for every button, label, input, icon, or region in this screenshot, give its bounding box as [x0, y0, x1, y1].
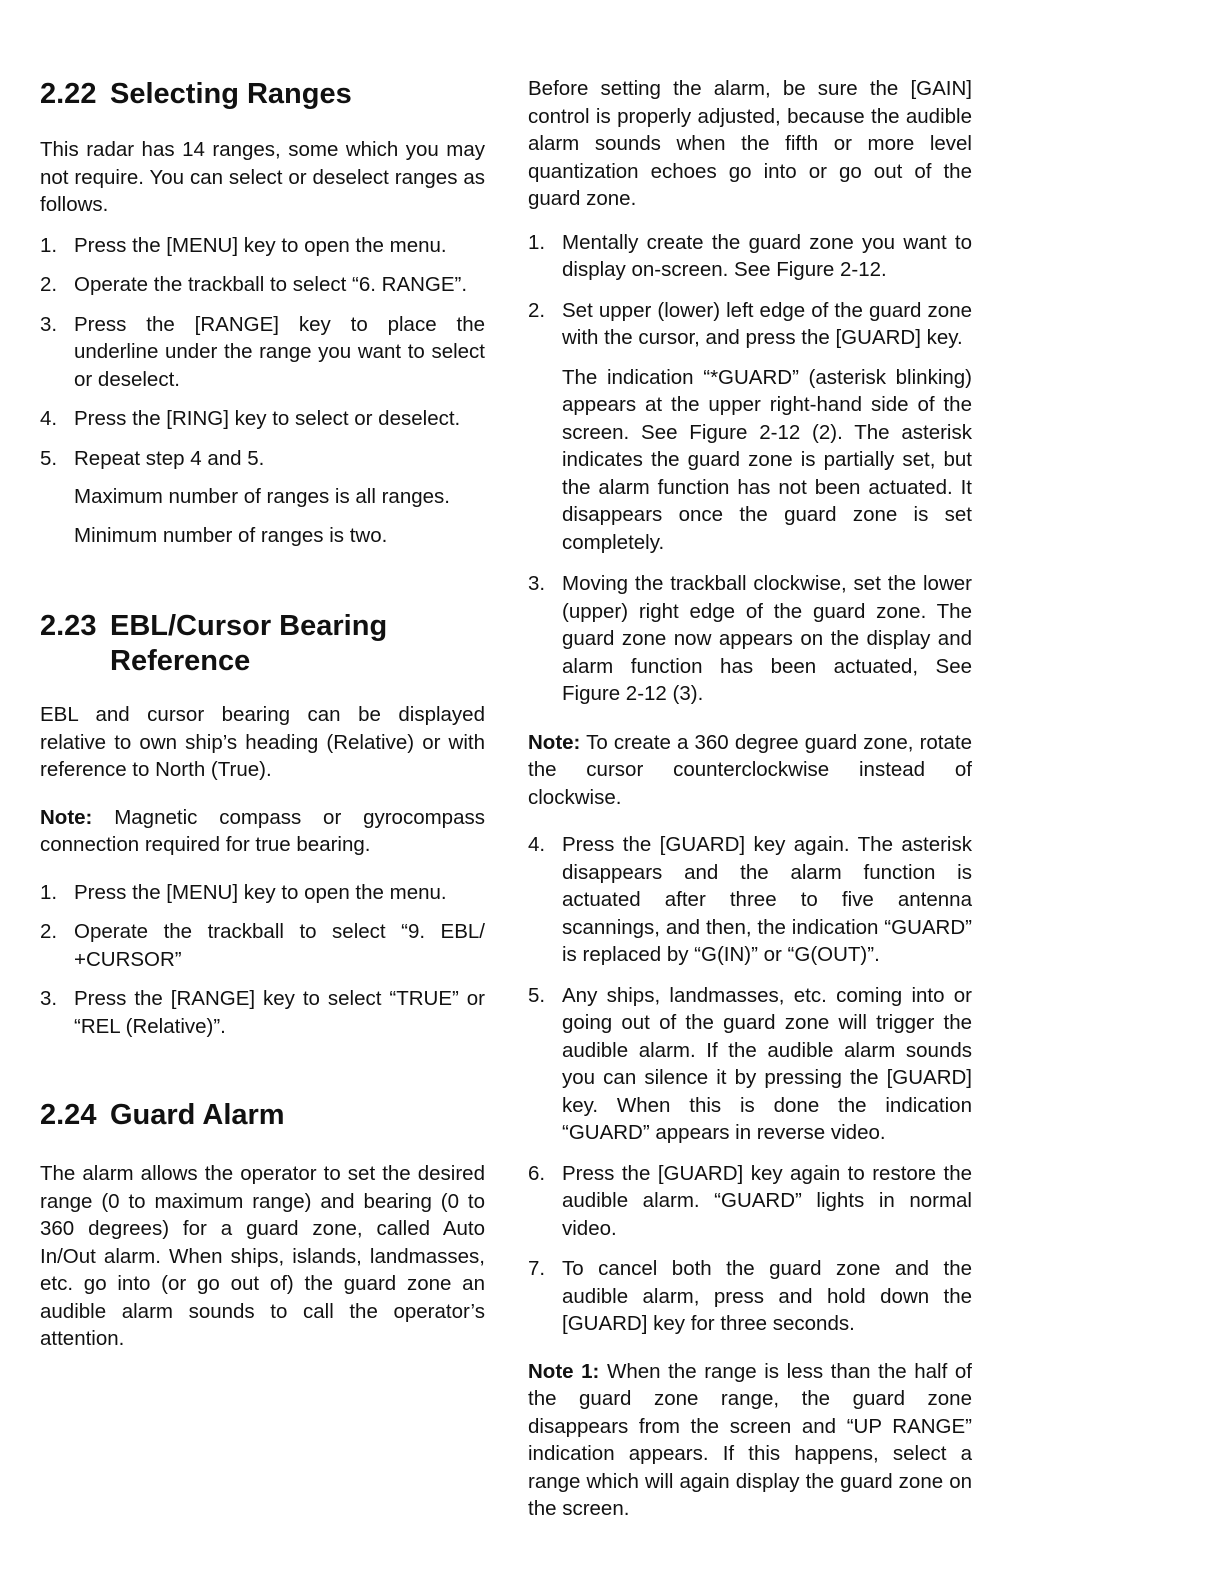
list-item — [40, 879, 485, 907]
section-2-23-steps — [40, 879, 485, 1041]
step-number: 5. — [528, 983, 546, 1007]
section-2-24-intro: The alarm allows the operator to set the desired range (0 to maximum range) and bearing (0 to 360 degrees) for a guard zone, called Auto In/Out alarm. When ships, islands, landmasses, etc. go into (or go out of) the guard zone an audible alarm sounds to call the operator’s attention. — [40, 1162, 485, 1350]
step-number: 2. — [40, 273, 58, 296]
guard-range-note-1 — [528, 1358, 972, 1523]
list-item — [528, 831, 972, 969]
guard-alarm-steps-a — [528, 229, 972, 352]
section-2-23-note — [40, 804, 485, 859]
note-label: Note: — [528, 730, 581, 754]
list-item — [528, 297, 972, 352]
step-number: 4. — [528, 833, 546, 856]
step-number: 4. — [40, 407, 58, 430]
section-number: 2.23 — [40, 610, 97, 642]
note-text: To create a 360 degree guard zone, rotate the cursor counterclockwise instead of clockwise. — [528, 730, 972, 809]
list-item — [40, 311, 485, 394]
step-number: 1. — [40, 880, 58, 904]
section-title: Guard Alarm — [110, 1099, 285, 1131]
guard-alarm-continued: Before setting the alarm, be sure the [GAIN] control is properly adjusted, because the audible alarm sounds when the fifth or more level quantization echoes go into or go out of the guard zone. — [528, 77, 972, 210]
step-number: 2. — [40, 920, 58, 943]
list-item — [528, 1255, 972, 1338]
list-item — [528, 1160, 972, 1243]
max-ranges-note: Maximum number of ranges is all ranges. — [74, 485, 450, 508]
step-text: Set upper (lower) left edge of the guard zone with the cursor, and press the [GUARD] key. — [562, 298, 972, 349]
section-2-23-intro: EBL and cursor bearing can be displayed relative to own ship’s heading (Relative) or with reference to North (True). — [40, 703, 485, 781]
list-item — [40, 271, 485, 299]
section-number: 2.24 — [40, 1099, 97, 1131]
step-text: Press the [GUARD] key again. The asterisk disappears and the alarm function is actuated after three to five antenna scannings, and then, the indication “GUARD” is replaced by “G(IN)” or “G(OUT)”. — [562, 833, 972, 966]
left-column — [40, 0, 485, 1353]
step-text: Any ships, landmasses, etc. coming into or going out of the guard zone will trigger the audible alarm. If the audible alarm sounds you can silence it by pressing the [GUARD] key. When this is done the indication “GUARD” appears in reverse video. — [562, 983, 972, 1144]
list-item — [40, 405, 485, 433]
step-text: Press the [RANGE] key to select “TRUE” or “REL (Relative)”. — [74, 987, 485, 1038]
step-number: 1. — [528, 230, 546, 254]
section-title: EBL/Cursor Bearing — [110, 610, 388, 642]
step-number: 6. — [528, 1161, 546, 1185]
step-number: 2. — [528, 298, 546, 322]
step-text: Operate the trackball to select “6. RANGE”. — [74, 273, 468, 296]
step-text: Operate the trackball to select “9. EBL/ +CURSOR” — [74, 920, 485, 971]
step-number: 5. — [40, 446, 58, 470]
section-title-continued: Reference — [110, 645, 251, 677]
step-number: 3. — [40, 312, 58, 336]
note-label: Note: — [40, 805, 93, 829]
section-2-22-intro: This radar has 14 ranges, some which you may not require. You can select or deselect ranges as follows. — [40, 138, 485, 216]
list-item — [528, 982, 972, 1147]
list-item — [528, 570, 972, 708]
note-text: When the range is less than the half of the guard zone range, the guard zone disappears from the screen and “UP RANGE” indication appears. If this happens, select a range which will again display the guard zone on the screen. — [528, 1359, 972, 1520]
list-item — [40, 445, 485, 473]
section-2-22-heading — [40, 77, 485, 112]
step-text: Press the [GUARD] key again to restore the audible alarm. “GUARD” lights in normal video. — [562, 1161, 972, 1240]
step-number: 1. — [40, 233, 58, 257]
step-text: Press the [RING] key to select or deselect. — [74, 407, 461, 430]
step-text: Press the [MENU] key to open the menu. — [74, 233, 447, 257]
section-2-24-heading — [40, 1098, 485, 1133]
guard-360-note — [528, 729, 972, 812]
guard-indication-detail: The indication “*GUARD” (asterisk blinking) appears at the upper right-hand side of the screen. See Figure 2-12 (2). The asterisk indicates the guard zone is partially set, but the alarm function has not been actuated. It disappears once the guard zone is set completely. — [562, 365, 972, 554]
step-text: Press the [MENU] key to open the menu. — [74, 880, 447, 904]
section-number: 2.22 — [40, 78, 97, 110]
list-item — [40, 232, 485, 260]
section-2-22-steps — [40, 232, 485, 473]
section-2-23-heading — [40, 609, 485, 679]
list-item — [40, 918, 485, 973]
note-label: Note 1: — [528, 1359, 600, 1383]
step-text: To cancel both the guard zone and the audible alarm, press and hold down the [GUARD] key for three seconds. — [562, 1257, 972, 1335]
min-ranges-note: Minimum number of ranges is two. — [74, 523, 388, 547]
list-item — [40, 985, 485, 1040]
step-text: Mentally create the guard zone you want to display on-screen. See Figure 2-12. — [562, 230, 972, 281]
step-number: 3. — [528, 572, 546, 595]
step-text: Repeat step 4 and 5. — [74, 446, 265, 470]
step-text: Moving the trackball clockwise, set the lower (upper) right edge of the guard zone. The guard zone now appears on the display and alarm function has been actuated, See Figure 2-12 (3). — [562, 572, 972, 705]
guard-alarm-step-3 — [528, 570, 972, 708]
guard-alarm-steps-b — [528, 831, 972, 1338]
step-number: 7. — [528, 1257, 546, 1280]
note-text: Magnetic compass or gyrocompass connection required for true bearing. — [40, 805, 485, 856]
step-number: 3. — [40, 987, 58, 1010]
list-item — [528, 229, 972, 284]
right-column — [528, 0, 972, 1523]
section-title: Selecting Ranges — [110, 78, 352, 110]
step-text: Press the [RANGE] key to place the underline under the range you want to select or deselect. — [74, 312, 485, 391]
